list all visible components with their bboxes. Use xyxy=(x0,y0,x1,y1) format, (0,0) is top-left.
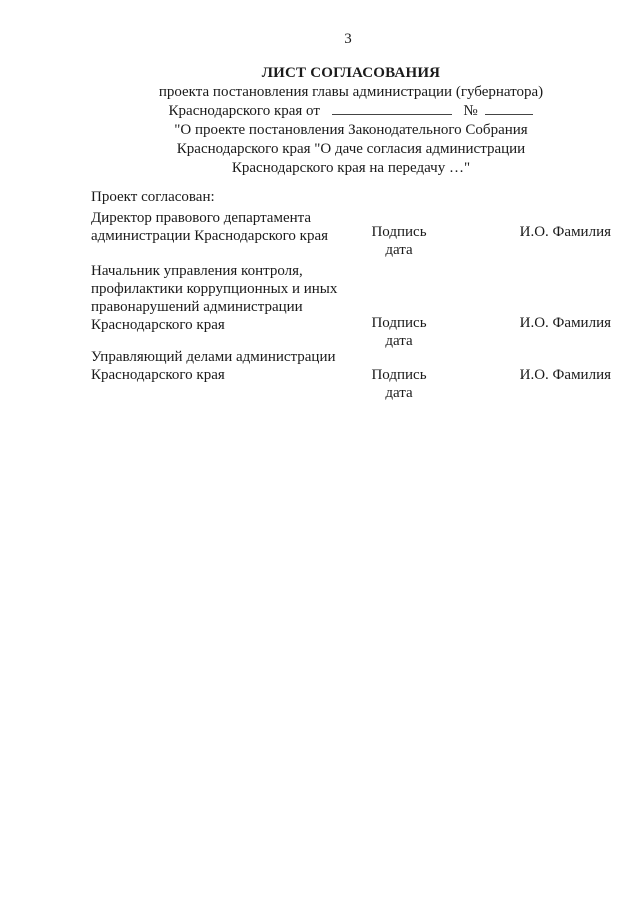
header-line-2-prefix: Краснодарского края от xyxy=(168,103,320,119)
date-label: дата xyxy=(385,385,413,401)
header-line-3: "О проекте постановления Законодательного Собрания xyxy=(174,122,528,138)
position-line: Управляющий делами администрации xyxy=(91,349,336,365)
approver-name: И.О. Фамилия xyxy=(519,224,611,240)
document-title: ЛИСТ СОГЛАСОВАНИЯ xyxy=(261,65,441,81)
signature-label: Подпись xyxy=(371,315,427,331)
approver-row xyxy=(91,348,611,400)
signature-label: Подпись xyxy=(371,224,427,240)
position-line: Директор правового департамента xyxy=(91,210,312,226)
number-blank xyxy=(485,102,533,115)
position-line: Краснодарского края xyxy=(91,317,225,333)
document-header xyxy=(91,64,611,178)
date-blank xyxy=(332,102,452,115)
header-line-2 xyxy=(91,102,611,121)
position-line: Начальник управления контроля, xyxy=(91,263,303,279)
header-line-1: проекта постановления главы администрации (губернатора) xyxy=(158,84,544,100)
header-line-5: Краснодарского края на передачу …" xyxy=(231,160,471,176)
date-label: дата xyxy=(385,333,413,349)
approved-label: Проект согласован: xyxy=(91,189,215,205)
date-label: дата xyxy=(385,242,413,258)
header-line-4: Краснодарского края "О даче согласия администрации xyxy=(176,141,526,157)
approver-position xyxy=(91,209,351,245)
approver-name: И.О. Фамилия xyxy=(519,367,611,383)
position-line: администрации Краснодарского края xyxy=(91,228,329,244)
approver-row xyxy=(91,262,611,352)
position-line: правонарушений администрации xyxy=(91,299,303,315)
approver-position xyxy=(91,348,351,384)
position-line: Краснодарского края xyxy=(91,367,225,383)
approver-name: И.О. Фамилия xyxy=(519,315,611,331)
page-number: 3 xyxy=(344,31,352,47)
signature-label: Подпись xyxy=(371,367,427,383)
position-line: профилактики коррупционных и иных xyxy=(91,281,338,297)
approver-position xyxy=(91,262,351,334)
approver-row xyxy=(91,209,611,258)
number-sign: № xyxy=(463,103,478,119)
